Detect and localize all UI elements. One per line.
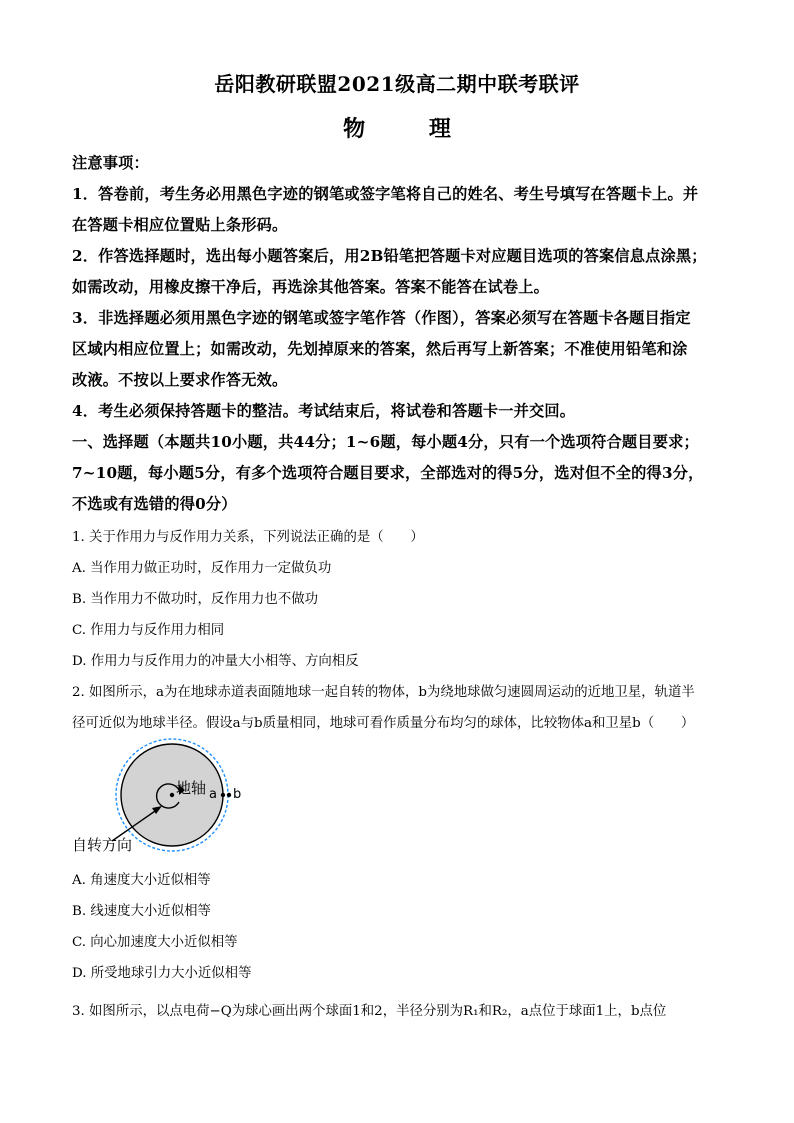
- notice-line: 1．答卷前，考生务必用黑色字迹的钢笔或签字笔将自己的姓名、考生号填写在答题卡上。并: [72, 185, 699, 203]
- subject-title: 物 理: [343, 116, 479, 142]
- question-1-stem: 1. 关于作用力与反作用力关系，下列说法正确的是（ ）: [72, 530, 424, 545]
- notice-line: 3．非选择题必须用黑色字迹的钢笔或签字笔作答（作图），答案必须写在答题卡各题目指定: [72, 309, 691, 327]
- question-2-option-b: B. 线速度大小近似相等: [72, 904, 211, 919]
- earth-axis-point: [170, 793, 174, 797]
- exam-title: 岳阳教研联盟2021级高二期中联考联评: [214, 72, 580, 96]
- notice-heading: 注意事项：: [72, 154, 149, 172]
- point-a-label: a: [209, 787, 217, 802]
- notice-line: 改液。不按以上要求作答无效。: [72, 371, 288, 389]
- question-1-option-b: B. 当作用力不做功时，反作用力也不做功: [72, 592, 318, 607]
- question-2-stem: 径可近似为地球半径。假设a与b质量相同，地球可看作质量分布均匀的球体，比较物体a和卫星b（ ）: [72, 716, 695, 731]
- question-2-option-a: A. 角速度大小近似相等: [72, 873, 211, 888]
- earth-rotation-figure: [66, 740, 266, 860]
- point-b-label: b: [233, 787, 242, 802]
- section-heading-line: 不选或有选错的得0分）: [72, 495, 237, 513]
- notice-line: 2．作答选择题时，选出每小题答案后，用2B铅笔把答题卡对应题目选项的答案信息点涂黑；: [72, 247, 707, 265]
- question-3-stem: 3. 如图所示，以点电荷−Q为球心画出两个球面1和2，半径分别为R₁和R₂，a点位于球面1上，b点位: [72, 1004, 667, 1019]
- question-2-stem: 2. 如图所示，a为在地球赤道表面随地球一起自转的物体，b为绕地球做匀速圆周运动的近地卫星，轨道半: [72, 685, 695, 700]
- rotation-direction-label: 自转方向: [72, 836, 133, 854]
- section-heading-line: 7~10题，每小题5分，有多个选项符合题目要求，全部选对的得5分，选对但不全的得3分，: [72, 464, 704, 482]
- point-a-dot: [221, 793, 225, 797]
- point-b-dot: [227, 793, 231, 797]
- notice-line: 在答题卡相应位置贴上条形码。: [72, 216, 288, 234]
- notice-line: 4．考生必须保持答题卡的整洁。考试结束后，将试卷和答题卡一并交回。: [72, 402, 576, 420]
- question-2-option-d: D. 所受地球引力大小近似相等: [72, 966, 252, 981]
- notice-line: 区域内相应位置上；如需改动，先划掉原来的答案，然后再写上新答案；不准使用铅笔和涂: [72, 340, 688, 358]
- question-1-option-c: C. 作用力与反作用力相同: [72, 623, 225, 638]
- question-1-option-d: D. 作用力与反作用力的冲量大小相等、方向相反: [72, 654, 359, 669]
- notice-line: 如需改动，用橡皮擦干净后，再选涂其他答案。答案不能答在试卷上。: [72, 278, 550, 296]
- question-1-option-a: A. 当作用力做正功时，反作用力一定做负功: [72, 561, 332, 576]
- earth-axis-label: 地轴: [176, 779, 207, 797]
- section-heading-line: 一、选择题（本题共10小题，共44分；1~6题，每小题4分，只有一个选项符合题目要求；: [72, 433, 699, 451]
- question-2-option-c: C. 向心加速度大小近似相等: [72, 935, 238, 950]
